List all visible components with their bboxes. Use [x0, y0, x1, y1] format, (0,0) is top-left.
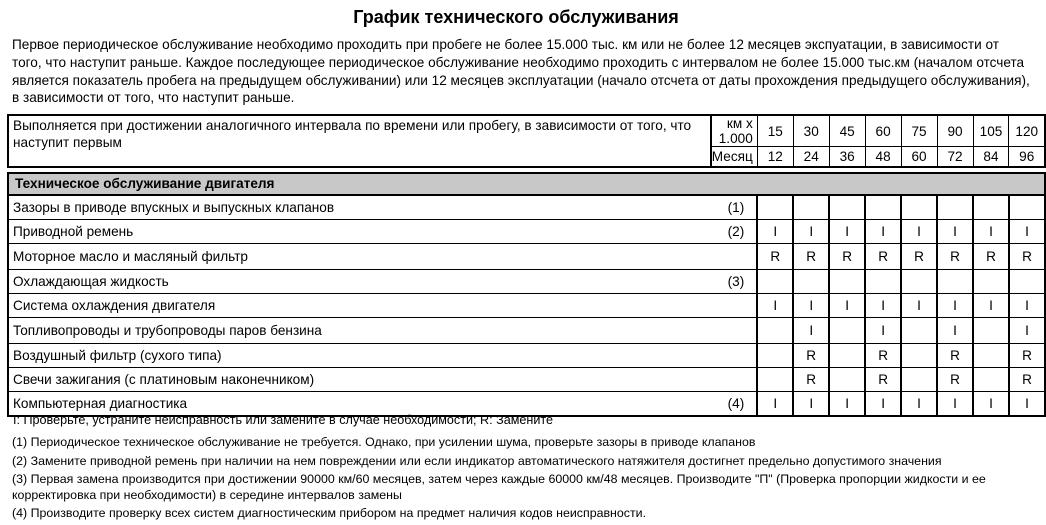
interval-cell: [829, 343, 865, 367]
section-header: Техническое обслуживание двигателя: [8, 173, 1045, 195]
months-header-cell: 84: [973, 147, 1009, 167]
interval-cell: I: [937, 317, 973, 343]
interval-cell: R: [937, 367, 973, 391]
interval-cell: [757, 367, 793, 391]
interval-cell: I: [901, 219, 937, 243]
interval-cell: I: [793, 317, 829, 343]
km-header-cell: 75: [901, 115, 937, 147]
item-name: Топливопроводы и трубопроводы паров бензина: [8, 317, 711, 343]
interval-cell: [973, 317, 1009, 343]
interval-cell: [757, 195, 793, 220]
item-name: Система охлаждения двигателя: [8, 293, 711, 317]
interval-cell: R: [829, 243, 865, 269]
interval-cell: [757, 317, 793, 343]
interval-cell: [757, 343, 793, 367]
km-header-cell: 30: [793, 115, 829, 147]
interval-cell: I: [865, 293, 901, 317]
months-header-cell: 12: [757, 147, 793, 167]
interval-cell: R: [865, 343, 901, 367]
interval-cell: R: [757, 243, 793, 269]
interval-cell: I: [793, 293, 829, 317]
footnote: (2) Замените приводной ремень при наличии на нем повреждении или если индикатор автоматического натяжителя достигнет предельно допустимого значения: [12, 453, 942, 468]
interval-cell: I: [1009, 391, 1045, 416]
item-footnote-ref: (2): [711, 219, 757, 243]
interval-cell: [901, 317, 937, 343]
interval-cell: I: [1009, 293, 1045, 317]
interval-cell: [973, 343, 1009, 367]
interval-cell: [901, 367, 937, 391]
interval-cell: [901, 195, 937, 220]
months-header-cell: 72: [937, 147, 973, 167]
interval-cell: [937, 195, 973, 220]
interval-cell: I: [937, 391, 973, 416]
km-header-cell: 90: [937, 115, 973, 147]
legend: I: Проверьте, устраните неисправность или замените в случае необходимости; R: Замените: [13, 413, 554, 427]
interval-cell: I: [829, 391, 865, 416]
table-row: [8, 317, 1045, 343]
months-header-cell: 36: [829, 147, 865, 167]
interval-cell: [757, 269, 793, 293]
table-row: [8, 367, 1045, 391]
interval-cell: R: [1009, 367, 1045, 391]
interval-cell: I: [757, 219, 793, 243]
interval-cell: I: [973, 219, 1009, 243]
interval-cell: I: [937, 293, 973, 317]
item-name: Воздушный фильтр (сухого типа): [8, 343, 711, 367]
months-header-cell: 96: [1009, 147, 1045, 167]
interval-cell: R: [937, 343, 973, 367]
item-name: Компьютерная диагностика: [8, 391, 711, 416]
interval-cell: [829, 317, 865, 343]
interval-cell: R: [1009, 243, 1045, 269]
interval-cell: R: [1009, 343, 1045, 367]
interval-cell: [901, 269, 937, 293]
interval-cell: I: [865, 391, 901, 416]
interval-cell: I: [973, 293, 1009, 317]
item-footnote-ref: [711, 343, 757, 367]
interval-cell: I: [865, 219, 901, 243]
interval-cell: [793, 269, 829, 293]
interval-cell: R: [937, 243, 973, 269]
interval-cell: I: [757, 391, 793, 416]
intro-paragraph: Первое периодическое обслуживание необходимо проходить при пробеге не более 15.000 тыс. км или не более 12 месяцев экспуатации, в зависимости от того, что наступит раньше. Каждое последующее периодическое обслуживание необходимо проходить с интервалом не более 15.000 тыс.км (началом отсчета является показатель пробега на предыдущем обслуживании) или 12 месяцев эксплуатации (начало отсчета от даты прохождения предыдущего обслуживания), в зависимости от того, что наступит раньше.: [12, 37, 1030, 106]
footnote: (1) Периодическое техническое обслуживание не требуется. Однако, при усилении шума, проверьте зазоры в приводе клапанов: [12, 435, 756, 449]
table-row: [8, 219, 1045, 243]
footnotes: [12, 435, 1022, 525]
interval-cell: [829, 269, 865, 293]
km-label: км х 1.000: [711, 115, 757, 147]
item-footnote-ref: [711, 293, 757, 317]
km-header-cell: 60: [865, 115, 901, 147]
table-row: [8, 269, 1045, 293]
interval-cell: [829, 367, 865, 391]
km-header-cell: 120: [1009, 115, 1045, 147]
months-header-cell: 24: [793, 147, 829, 167]
interval-cell: [973, 269, 1009, 293]
interval-cell: I: [901, 293, 937, 317]
months-header-cell: 60: [901, 147, 937, 167]
months-header-cell: 48: [865, 147, 901, 167]
table-row: [8, 343, 1045, 367]
footnote: (3) Первая замена производится при достижении 90000 км/60 месяцев, затем через каждые 60000 км/48 месяцев. Производите "П" (Проверка пропорции жидкости и ее корректировка при необходимости) в середине интервалов замены: [12, 472, 986, 502]
item-name: Свечи зажигания (с платиновым наконечником): [8, 367, 711, 391]
interval-cell: I: [829, 293, 865, 317]
interval-cell: R: [793, 367, 829, 391]
table-row: [8, 243, 1045, 269]
interval-cell: R: [901, 243, 937, 269]
interval-cell: [865, 269, 901, 293]
interval-cell: I: [1009, 219, 1045, 243]
interval-cell: I: [865, 317, 901, 343]
km-header-cell: 45: [829, 115, 865, 147]
interval-cell: [829, 195, 865, 220]
interval-cell: R: [865, 243, 901, 269]
interval-cell: [937, 269, 973, 293]
header-description: Выполняется при достижении аналогичного интервала по времени или пробегу, в зависимости от того, что наступит первым: [8, 115, 711, 167]
interval-cell: I: [793, 219, 829, 243]
item-footnote-ref: [711, 317, 757, 343]
interval-cell: R: [793, 243, 829, 269]
item-footnote-ref: (1): [711, 195, 757, 220]
interval-cell: [865, 195, 901, 220]
item-name: Приводной ремень: [8, 219, 711, 243]
table-row: [8, 293, 1045, 317]
interval-cell: [793, 195, 829, 220]
km-header-cell: 15: [757, 115, 793, 147]
item-footnote-ref: (4): [711, 391, 757, 416]
page-title: График технического обслуживания: [353, 7, 679, 27]
item-footnote-ref: [711, 243, 757, 269]
interval-cell: R: [865, 367, 901, 391]
item-name: Зазоры в приводе впускных и выпускных клапанов: [8, 195, 711, 220]
interval-cell: [973, 195, 1009, 220]
table-row: [8, 391, 1045, 416]
interval-cell: [1009, 269, 1045, 293]
interval-cell: I: [1009, 317, 1045, 343]
interval-cell: R: [973, 243, 1009, 269]
interval-cell: I: [937, 219, 973, 243]
interval-cell: [1009, 195, 1045, 220]
month-label: Месяц: [711, 147, 757, 167]
interval-cell: I: [793, 391, 829, 416]
interval-cell: I: [829, 219, 865, 243]
footnote: (4) Производите проверку всех систем диагностическим прибором на предмет наличия кодов неисправности.: [12, 506, 647, 521]
item-name: Моторное масло и масляный фильтр: [8, 243, 711, 269]
interval-cell: [901, 343, 937, 367]
item-footnote-ref: (3): [711, 269, 757, 293]
item-footnote-ref: [711, 367, 757, 391]
maintenance-schedule-table: [7, 114, 1046, 417]
table-row: [8, 195, 1045, 220]
km-header-cell: 105: [973, 115, 1009, 147]
interval-cell: I: [757, 293, 793, 317]
interval-cell: R: [793, 343, 829, 367]
interval-cell: I: [901, 391, 937, 416]
item-name: Охлаждающая жидкость: [8, 269, 711, 293]
interval-cell: [973, 367, 1009, 391]
interval-cell: I: [973, 391, 1009, 416]
